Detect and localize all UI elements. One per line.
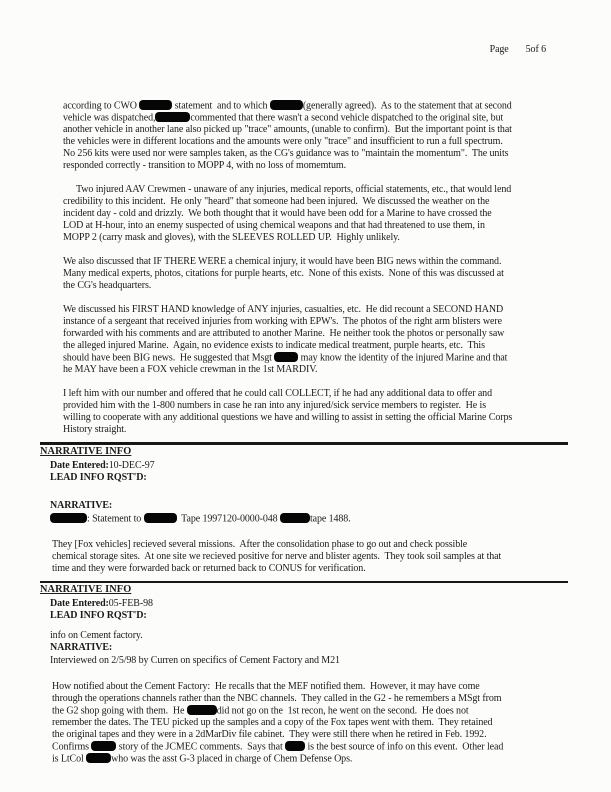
text: info on Cement factory. [50,630,143,642]
text: did not go on the 1st recon, he went on the second. He does not [216,705,469,717]
text-line [63,280,554,292]
text: statement and to which [172,100,270,112]
text-line [63,304,554,316]
body-paragraph [40,256,554,292]
text: he MAY have been a FOX vehicle crewman in the 1st MARDIV. [63,364,318,375]
text: commented that there wasn't a second vehicle dispatched to the original site, but [190,112,504,124]
text-line [63,256,554,268]
text: 05-FEB-98 [108,598,153,610]
text: remember the dates. The TEU picked up the samples and a copy of the Fox tapes went with them. They retained [52,717,493,729]
text: MOPP 2 (carry mask and gloves), with the SLEEVES ROLLED UP. Highly unlikely. [63,232,400,243]
text: Confirms [52,741,92,753]
page-number: 5of 6 [525,44,546,55]
text-line [63,328,554,340]
text-line [63,160,554,172]
text-line [63,220,554,232]
text-line [63,136,554,148]
text-line [52,693,554,705]
text: should have been BIG news. He suggested that Msgt [63,352,275,364]
redaction-bar [86,753,111,763]
text: LOD at H-hour, into an enemy suspected of using chemical weapons and that had threatened to use them, in [63,220,485,231]
text: another vehicle in another lane also picked up "trace" amounts, (unable to confirm). But the important point is that [63,124,512,135]
text-line [52,705,554,717]
text: willing to cooperate with any additional questions we have and willing to assist in setting the official Marine Corps [63,412,513,423]
section-rule [40,581,568,584]
text: the G2 shop going with them. He [52,705,187,717]
narrative-intro-line [50,513,554,525]
text: Two injured AAV Crewmen - unaware of any injuries, medical reports, official statements, etc., that would lend [76,184,512,195]
redaction-bar [139,100,172,110]
redaction-bar [187,705,217,715]
text: is LtCol [52,753,87,765]
page-label: Page [489,44,509,55]
text-line [63,388,554,400]
text: tape 1488. [309,513,351,525]
redaction-bar [274,352,298,362]
text-line [63,148,554,160]
text: forwarded with his comments and are attributed to another Marine. He neither took the photos or personally saw [63,328,505,339]
text-line [52,741,554,753]
redaction-bar [285,741,305,751]
section-title: NARRATIVE INFO [40,445,132,457]
text: may know the identity of the injured Marine and that [298,352,508,364]
page-header [40,44,554,56]
text: I left him with our number and offered that he could call COLLECT, if he had any additional data to offer and [63,388,492,399]
narrative-label [50,500,554,512]
lead-info-label [50,610,554,622]
narrative-label [50,642,554,654]
text: We also discussed that IF THERE WERE a chemical injury, it would have been BIG news within the command. [63,256,502,267]
text: History straight. [63,424,127,435]
text: the original tapes and they were in a 2dMarDiv file cabinet. They were still there when he retired in Feb. 1992. [52,729,487,741]
text: incident day - cold and drizzly. We both thought that it would have been odd for a Marine to have crossed the [63,208,492,219]
text: No 256 kits were used nor were samples taken, as the CG's guidance was to "maintain the momentum". The units [63,148,509,159]
date-entered-line [50,598,554,610]
text-line [52,717,554,729]
text: provided him with the 1-800 numbers in case he ran into any injured/sick service members to register. He is [63,400,486,411]
text: They [Fox vehicles] recieved several missions. After the consolidation phase to go out and check possible [52,538,468,550]
text-line [63,424,554,436]
bold-text: Date Entered: [50,598,109,610]
bold-text: NARRATIVE: [50,499,113,511]
redaction-bar [50,513,87,523]
text-line [52,681,554,693]
text-line [63,352,554,364]
text-line [76,184,554,196]
text: story of the JCMEC comments. Says that [116,741,286,753]
text-line [63,400,554,412]
text: time and they were forwarded back or returned back to CONUS for verification. [52,562,366,574]
date-entered-line [50,460,554,472]
text: instance of a sergeant that received injuries from working with EPW's. The photos of the right arm blisters were [63,316,502,327]
text: the CG's headquarters. [63,280,152,291]
text-line [63,100,554,112]
redaction-bar [270,100,303,110]
document-body [40,100,554,765]
body-paragraph [40,184,554,244]
text: Tape 1997120-0000-048 [176,513,280,525]
text-line [63,232,554,244]
text-line [52,539,554,551]
text-line [63,364,554,376]
text: credibility to this incident. He only "heard" that someone had been injured. We discussed the weather on the [63,196,490,207]
text: responded correctly - transition to MOPP 4, with no loss of momemtum. [63,160,346,171]
redaction-bar [144,513,177,523]
text-line [63,412,554,424]
text: who was the asst G-3 placed in charge of Chem Defense Ops. [111,753,353,765]
section-rule [40,442,568,445]
text-line [52,563,554,575]
body-paragraph [40,388,554,436]
lead-info-value [50,630,554,642]
text: We discussed his FIRST HAND knowledge of ANY injuries, casualties, etc. He did recount a SECOND HAND [63,304,504,315]
text: according to CWO [63,100,140,112]
text: chemical storage sites. At one site we recieved positive for nerve and blister agents. They took soil samples at that [52,550,502,562]
text: Interviewed on 2/5/98 by Curren on specifics of Cement Factory and M21 [50,655,340,667]
text-line [63,340,554,352]
text: (generally agreed). As to the statement that at second [302,100,512,112]
text: Many medical experts, photos, citations for purple hearts, etc. None of this exists. None of this was discussed at [63,268,504,279]
bold-text: NARRATIVE: [50,642,113,654]
text-line [63,112,554,124]
body-paragraph [40,100,554,172]
text-line [63,316,554,328]
text-line [63,196,554,208]
redaction-bar [155,112,190,122]
section-title: NARRATIVE INFO [40,584,132,596]
redaction-bar [91,741,116,751]
redaction-bar [280,513,310,523]
bold-text: Date Entered: [50,459,109,471]
text-line [63,208,554,220]
section-paragraph [40,681,554,765]
text-line [52,729,554,741]
text: How notified about the Cement Factory: He recalls that the MEF notified them. However, it may have come [52,681,480,693]
bold-text: LEAD INFO RQST'D: [50,610,147,622]
text: 10-DEC-97 [108,459,155,471]
text-line [63,268,554,280]
section-paragraph [40,539,554,575]
text: vehicle was dispatched, [63,112,156,124]
narrative-intro-line [50,655,554,667]
text: the vehicles were in different locations and the amounts were only "trace" and insufficient to run a full spectrum. [63,136,503,147]
bold-text: LEAD INFO RQST'D: [50,471,147,483]
text: : Statement to [87,513,144,525]
text-line [52,753,554,765]
text-line [52,551,554,563]
body-paragraph [40,304,554,376]
text-line [63,124,554,136]
text: through the operations channels rather than the NBC channels. They called in the G2 - he remembers a MSgt from [52,693,502,705]
lead-info-label [50,472,554,484]
text: is the best source of info on this event. Other lead [305,741,504,753]
text: the alleged injured Marine. Again, no evidence exists to indicate medical treatment, purple hearts, etc. This [63,340,485,351]
